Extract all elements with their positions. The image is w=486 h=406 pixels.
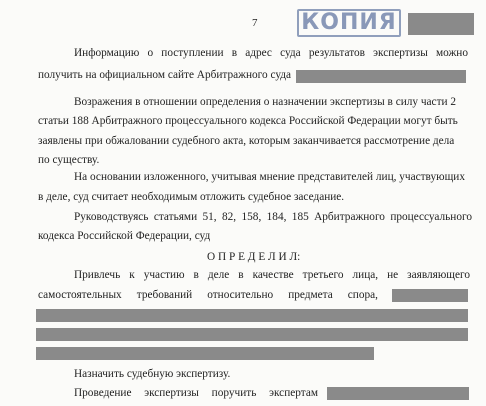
- text-line-3: Возражения в отношении определения о назначении экспертизы в силу части 2: [74, 96, 457, 108]
- text-line-8: в деле, суд считает необходимым отложить судебное заседание.: [38, 191, 345, 203]
- redaction-third-party: [392, 289, 468, 302]
- text-line-10: кодекса Российской Федерации, суд: [38, 230, 211, 242]
- ruling-heading: О П Р Е Д Е Л И Л:: [207, 251, 301, 263]
- text-line-14: Проведение экспертизы поручить экспертам: [74, 387, 318, 399]
- page-number: 7: [252, 17, 258, 29]
- text-line-12: самостоятельных требований относительно предмета спора,: [38, 289, 378, 301]
- copy-stamp: КОПИЯ: [297, 9, 401, 37]
- redaction-experts: [327, 387, 469, 400]
- text-line-2: получить на официальном сайте Арбитражного суда: [38, 69, 292, 81]
- text-line-7: На основании изложенного, учитывая мнение представителей лиц, участвующих: [74, 171, 465, 183]
- redaction-line-a: [36, 309, 468, 322]
- text-line-9: Руководствуясь статьями 51, 82, 158, 184, 185 Арбитражного процессуального: [74, 211, 472, 223]
- text-line-1: Информацию о поступлении в адрес суда результатов экспертизы можно: [74, 47, 468, 59]
- redaction-court: [296, 70, 466, 83]
- text-line-5: заявлены при обжаловании судебного акта, которым заканчивается рассмотрение дела: [38, 135, 455, 147]
- text-line-4: статьи 188 Арбитражного процессуального кодекса Российской Федерации могут быть: [38, 115, 458, 127]
- redaction-line-b: [36, 328, 468, 341]
- redaction-top: [408, 13, 474, 35]
- text-line-6: по существу.: [38, 154, 100, 166]
- text-line-11: Привлечь к участию в деле в качестве третьего лица, не заявляющего: [74, 269, 470, 281]
- text-line-13: Назначить судебную экспертизу.: [74, 368, 231, 380]
- redaction-line-c: [36, 347, 374, 360]
